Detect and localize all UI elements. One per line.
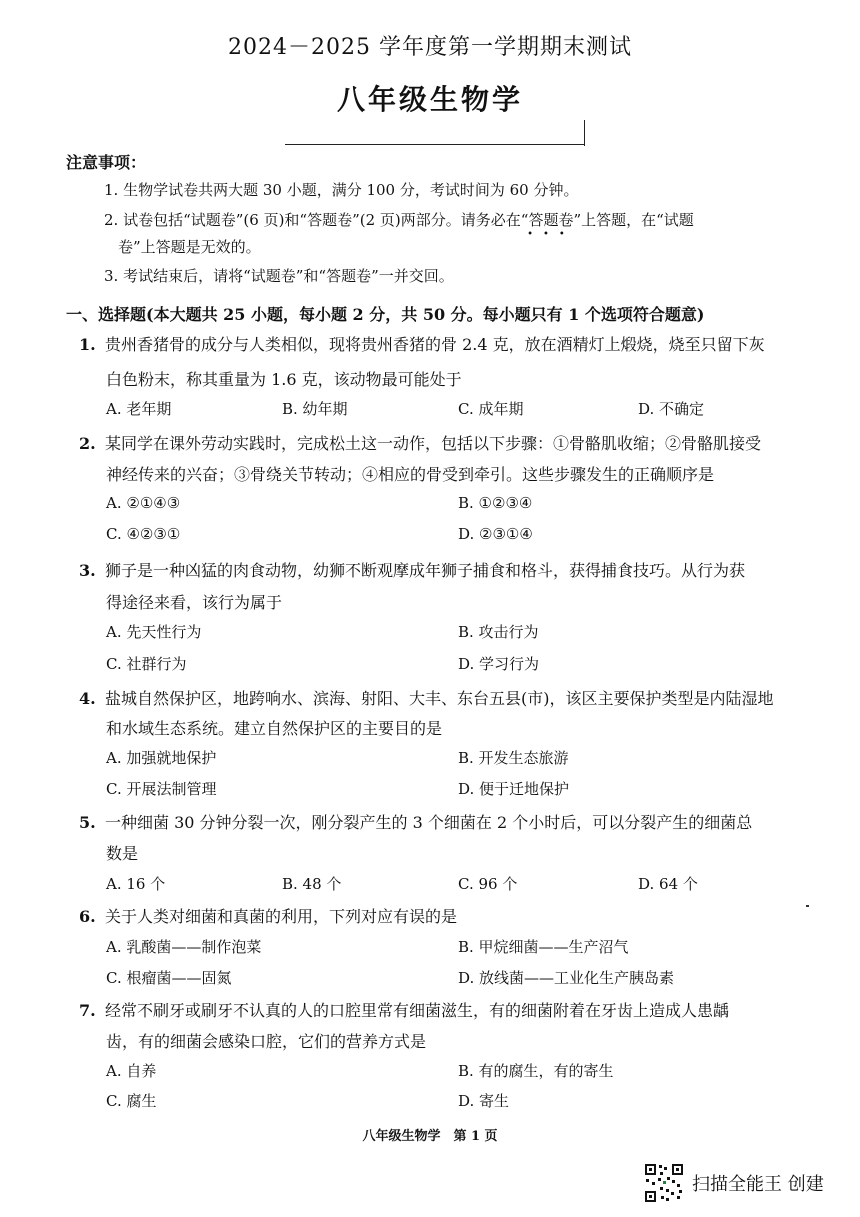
exam-title: 2024－2025 学年度第一学期期末测试 bbox=[228, 35, 632, 60]
question-text: 和水域生态系统。建立自然保护区的主要目的是 bbox=[106, 719, 443, 738]
question-1 bbox=[79, 332, 819, 355]
question-number: 4. bbox=[79, 689, 96, 708]
note-item-2-continued: 卷”上答题是无效的。 bbox=[118, 238, 261, 256]
question-3 bbox=[79, 558, 819, 581]
question-text: 一种细菌 30 分钟分裂一次，刚分裂产生的 3 个细菌在 2 个小时后，可以分裂产生的细菌总 bbox=[105, 813, 753, 832]
signature-line bbox=[285, 144, 585, 145]
option-c: C. 96 个 bbox=[458, 875, 518, 893]
option-a: A. 老年期 bbox=[106, 400, 172, 418]
question-text: 某同学在课外劳动实践时，完成松土这一动作，包括以下步骤：①骨骼肌收缩；②骨骼肌接受 bbox=[105, 434, 762, 453]
question-6 bbox=[79, 904, 819, 927]
option-b: B. ①②③④ bbox=[458, 494, 533, 512]
option-d: D. 寄生 bbox=[458, 1092, 510, 1110]
question-number: 6. bbox=[79, 907, 96, 926]
option-d: D. 64 个 bbox=[638, 875, 698, 893]
question-number: 7. bbox=[79, 1001, 96, 1020]
scanner-label: 扫描全能王 创建 bbox=[692, 1174, 824, 1195]
signature-line-tick bbox=[584, 120, 585, 146]
option-d: D. ②③①④ bbox=[458, 525, 533, 543]
option-b: B. 幼年期 bbox=[282, 400, 348, 418]
option-a: A. 乳酸菌——制作泡菜 bbox=[106, 938, 262, 956]
option-b: B. 攻击行为 bbox=[458, 623, 539, 641]
note-item-2 bbox=[104, 206, 819, 240]
option-c: C. 成年期 bbox=[458, 400, 524, 418]
option-c: C. ④②③① bbox=[106, 525, 181, 543]
notes-heading: 注意事项： bbox=[66, 153, 147, 172]
option-a: A. 加强就地保护 bbox=[106, 749, 217, 767]
qr-code-icon bbox=[644, 1163, 684, 1203]
note-item-2-part1: 2. 试卷包括“试题卷”(6 页)和“答题卷”(2 页)两部分。请务必在 bbox=[104, 211, 521, 229]
scanner-watermark bbox=[644, 1163, 824, 1203]
note-item-2-part2: 上答题，在“试题 bbox=[581, 211, 694, 229]
option-b: B. 有的腐生，有的寄生 bbox=[458, 1062, 614, 1080]
question-text: 白色粉末，称其重量为 1.6 克，该动物最可能处于 bbox=[106, 370, 462, 389]
question-2 bbox=[79, 431, 819, 454]
question-number: 5. bbox=[79, 813, 96, 832]
section-heading: 一、选择题(本大题共 25 小题，每小题 2 分，共 50 分。每小题只有 1 个选项符合题意) bbox=[66, 305, 705, 324]
question-text: 齿，有的细菌会感染口腔，它们的营养方式是 bbox=[106, 1032, 427, 1051]
question-7 bbox=[79, 998, 819, 1021]
subject-title: 八年级生物学 bbox=[336, 83, 523, 116]
page-footer: 八年级生物学 第 1 页 bbox=[362, 1129, 498, 1144]
option-d: D. 放线菌——工业化生产胰岛素 bbox=[458, 969, 675, 987]
question-text: 贵州香猪骨的成分与人类相似，现将贵州香猪的骨 2.4 克，放在酒精灯上煅烧，烧至只留下灰 bbox=[105, 335, 765, 354]
option-a: A. 16 个 bbox=[106, 875, 166, 893]
option-a: A. ②①④③ bbox=[106, 494, 181, 512]
question-text: 神经传来的兴奋；③骨绕关节转动；④相应的骨受到牵引。这些步骤发生的正确顺序是 bbox=[106, 465, 715, 484]
option-d: D. 不确定 bbox=[638, 400, 705, 418]
question-text: 经常不刷牙或刷牙不认真的人的口腔里常有细菌滋生，有的细菌附着在牙齿上造成人患龋 bbox=[105, 1001, 730, 1020]
question-text: 盐城自然保护区，地跨响水、滨海、射阳、大丰、东台五县(市)，该区主要保护类型是内陆湿地 bbox=[105, 689, 774, 708]
option-d: D. 学习行为 bbox=[458, 655, 540, 673]
note-item-2-emphasis bbox=[520, 211, 582, 240]
emphasis-dots: ••• bbox=[527, 229, 575, 240]
option-a: A. 自养 bbox=[106, 1062, 157, 1080]
option-a: A. 先天性行为 bbox=[106, 623, 202, 641]
option-b: B. 48 个 bbox=[282, 875, 342, 893]
question-number: 3. bbox=[79, 561, 96, 580]
question-4 bbox=[79, 686, 819, 709]
note-item-1: 1. 生物学试卷共两大题 30 小题，满分 100 分，考试时间为 60 分钟。 bbox=[104, 181, 579, 199]
question-5 bbox=[79, 810, 819, 833]
note-item-2-emphasis-text: “答题卷” bbox=[520, 211, 582, 229]
option-c: C. 开展法制管理 bbox=[106, 780, 217, 798]
question-number: 2. bbox=[79, 434, 96, 453]
note-item-3: 3. 考试结束后，请将“试题卷”和“答题卷”一并交回。 bbox=[104, 267, 454, 285]
option-b: B. 甲烷细菌——生产沼气 bbox=[458, 938, 629, 956]
question-text: 狮子是一种凶猛的肉食动物，幼狮不断观摩成年狮子捕食和格斗，获得捕食技巧。从行为获 bbox=[105, 561, 746, 580]
question-number: 1. bbox=[79, 335, 96, 354]
question-text: 数是 bbox=[106, 844, 139, 863]
option-c: C. 腐生 bbox=[106, 1092, 157, 1110]
option-d: D. 便于迁地保护 bbox=[458, 780, 570, 798]
question-text: 得途径来看，该行为属于 bbox=[106, 593, 283, 612]
option-c: C. 根瘤菌——固氮 bbox=[106, 969, 232, 987]
question-text: 关于人类对细菌和真菌的利用，下列对应有误的是 bbox=[105, 907, 458, 926]
option-b: B. 开发生态旅游 bbox=[458, 749, 569, 767]
option-c: C. 社群行为 bbox=[106, 655, 187, 673]
